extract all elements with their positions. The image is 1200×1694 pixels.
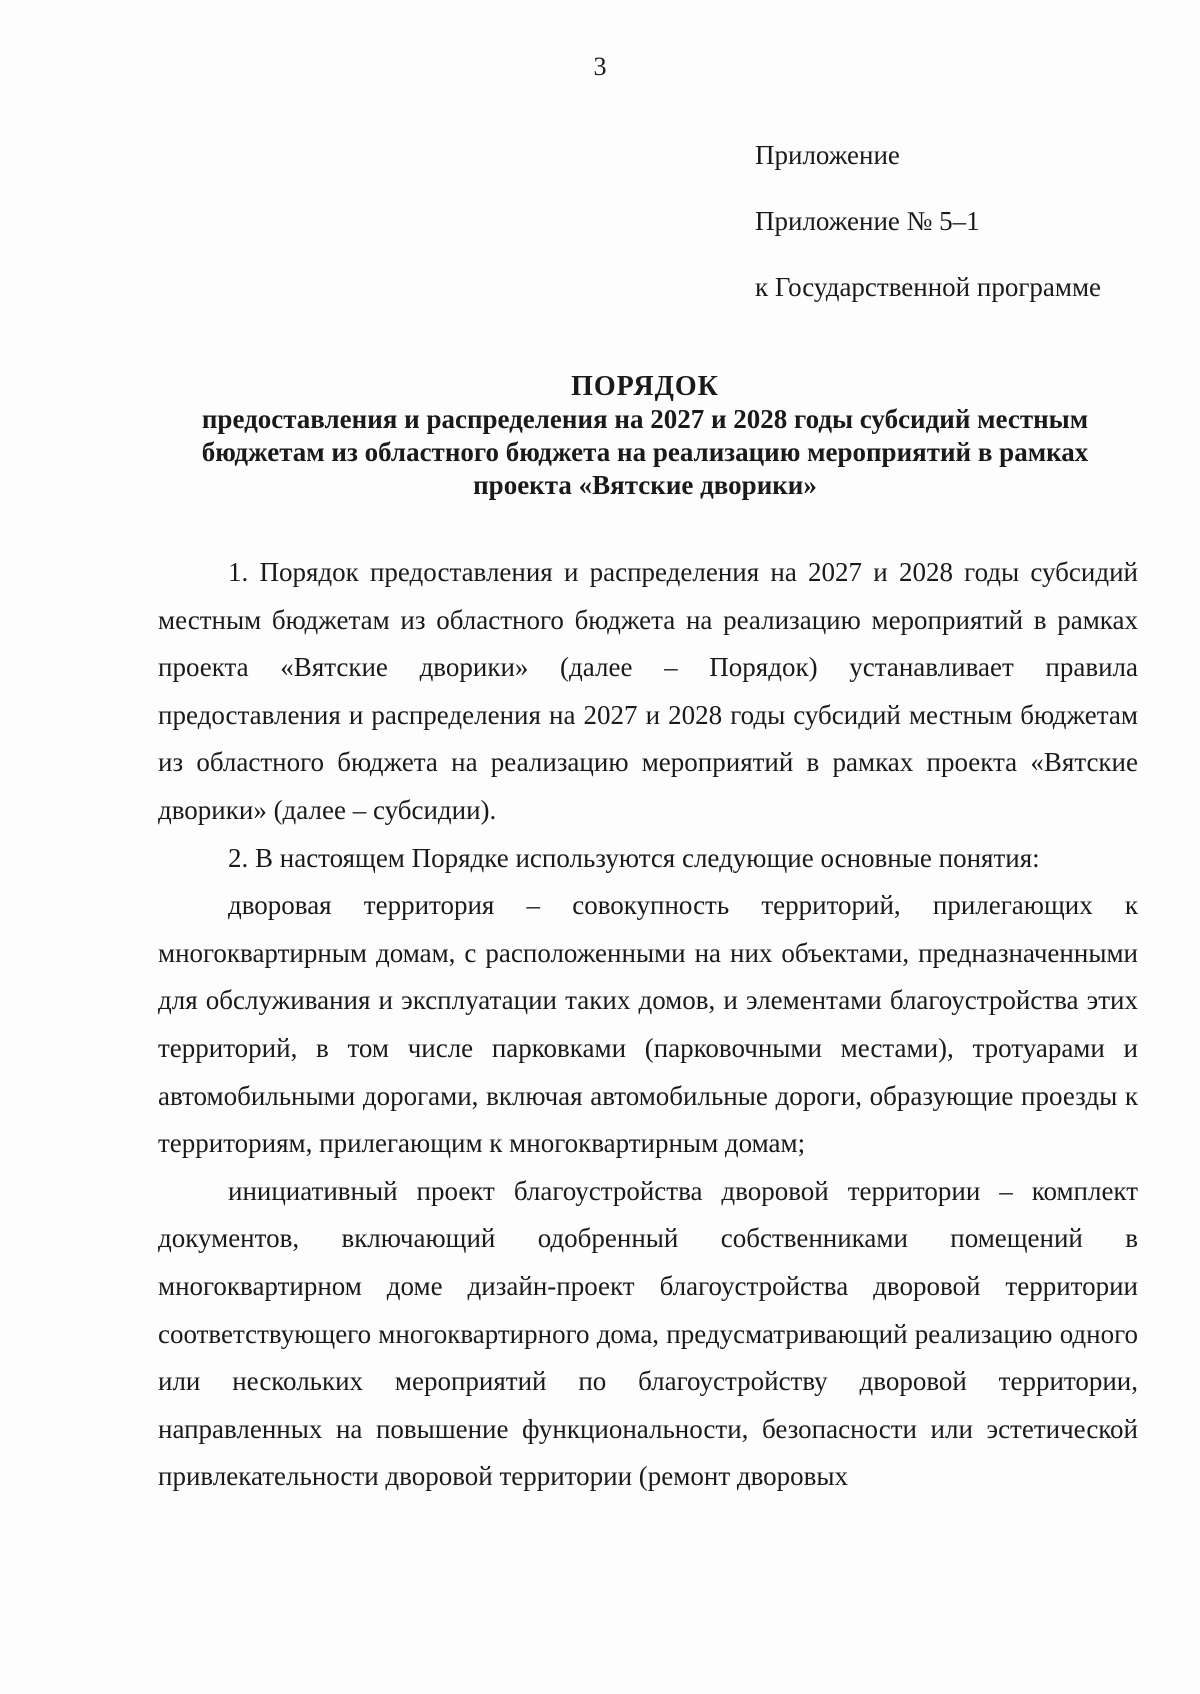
paragraph-1: 1. Порядок предоставления и распределения на 2027 и 2028 годы субсидий местным бюджетам из областного бюджета на реализацию мероприятий в рамках проекта «Вятские дворики» (далее – Порядок) устанавливает правила предоставления и распределения на 2027 и 2028 годы субсидий местным бюджетам из областного бюджета на реализацию мероприятий в рамках проекта «Вятские дворики» (далее – субсидии). [158, 557, 1138, 825]
document-title [150, 370, 1140, 502]
title-line-1: предоставления и распределения на 2027 и 2028 годы субсидий местным [201, 404, 1089, 434]
paragraph-2: 2. В настоящем Порядке используются следующие основные понятия: [228, 842, 1040, 873]
title-main: ПОРЯДОК [571, 371, 719, 402]
appendix-reference: к Государственной программе [755, 272, 1102, 302]
title-line-2: бюджетам из областного бюджета на реализацию мероприятий в рамках [201, 437, 1089, 467]
appendix-label: Приложение [755, 140, 900, 170]
document-body [158, 549, 1138, 1501]
paragraph-3: дворовая территория – совокупность территорий, прилегающих к многоквартирным домам, с расположенными на них объектами, предназначенными для обслуживания и эксплуатации таких домов, и элементами благоустройства этих территорий, в том числе парковками (парковочными местами), тротуарами и автомобильными дорогами, включая автомобильные дороги, образующие проезды к территориям, прилегающим к многоквартирным домам; [158, 890, 1138, 1159]
title-line-3: проекта «Вятские дворики» [473, 470, 817, 500]
paragraph-4: инициативный проект благоустройства дворовой территории – комплект документов, включающий одобренный собственниками помещений в многоквартирном доме дизайн-проект благоустройства дворовой территории соответствующего многоквартирного дома, предусматривающий реализацию одного или нескольких мероприятий по благоустройству дворовой территории, направленных на повышение функциональности, безопасности или эстетической привлекательности дворовой территории (ремонт дворовых [158, 1175, 1138, 1492]
page-number: 3 [593, 52, 607, 81]
appendix-number: Приложение № 5–1 [755, 206, 980, 236]
